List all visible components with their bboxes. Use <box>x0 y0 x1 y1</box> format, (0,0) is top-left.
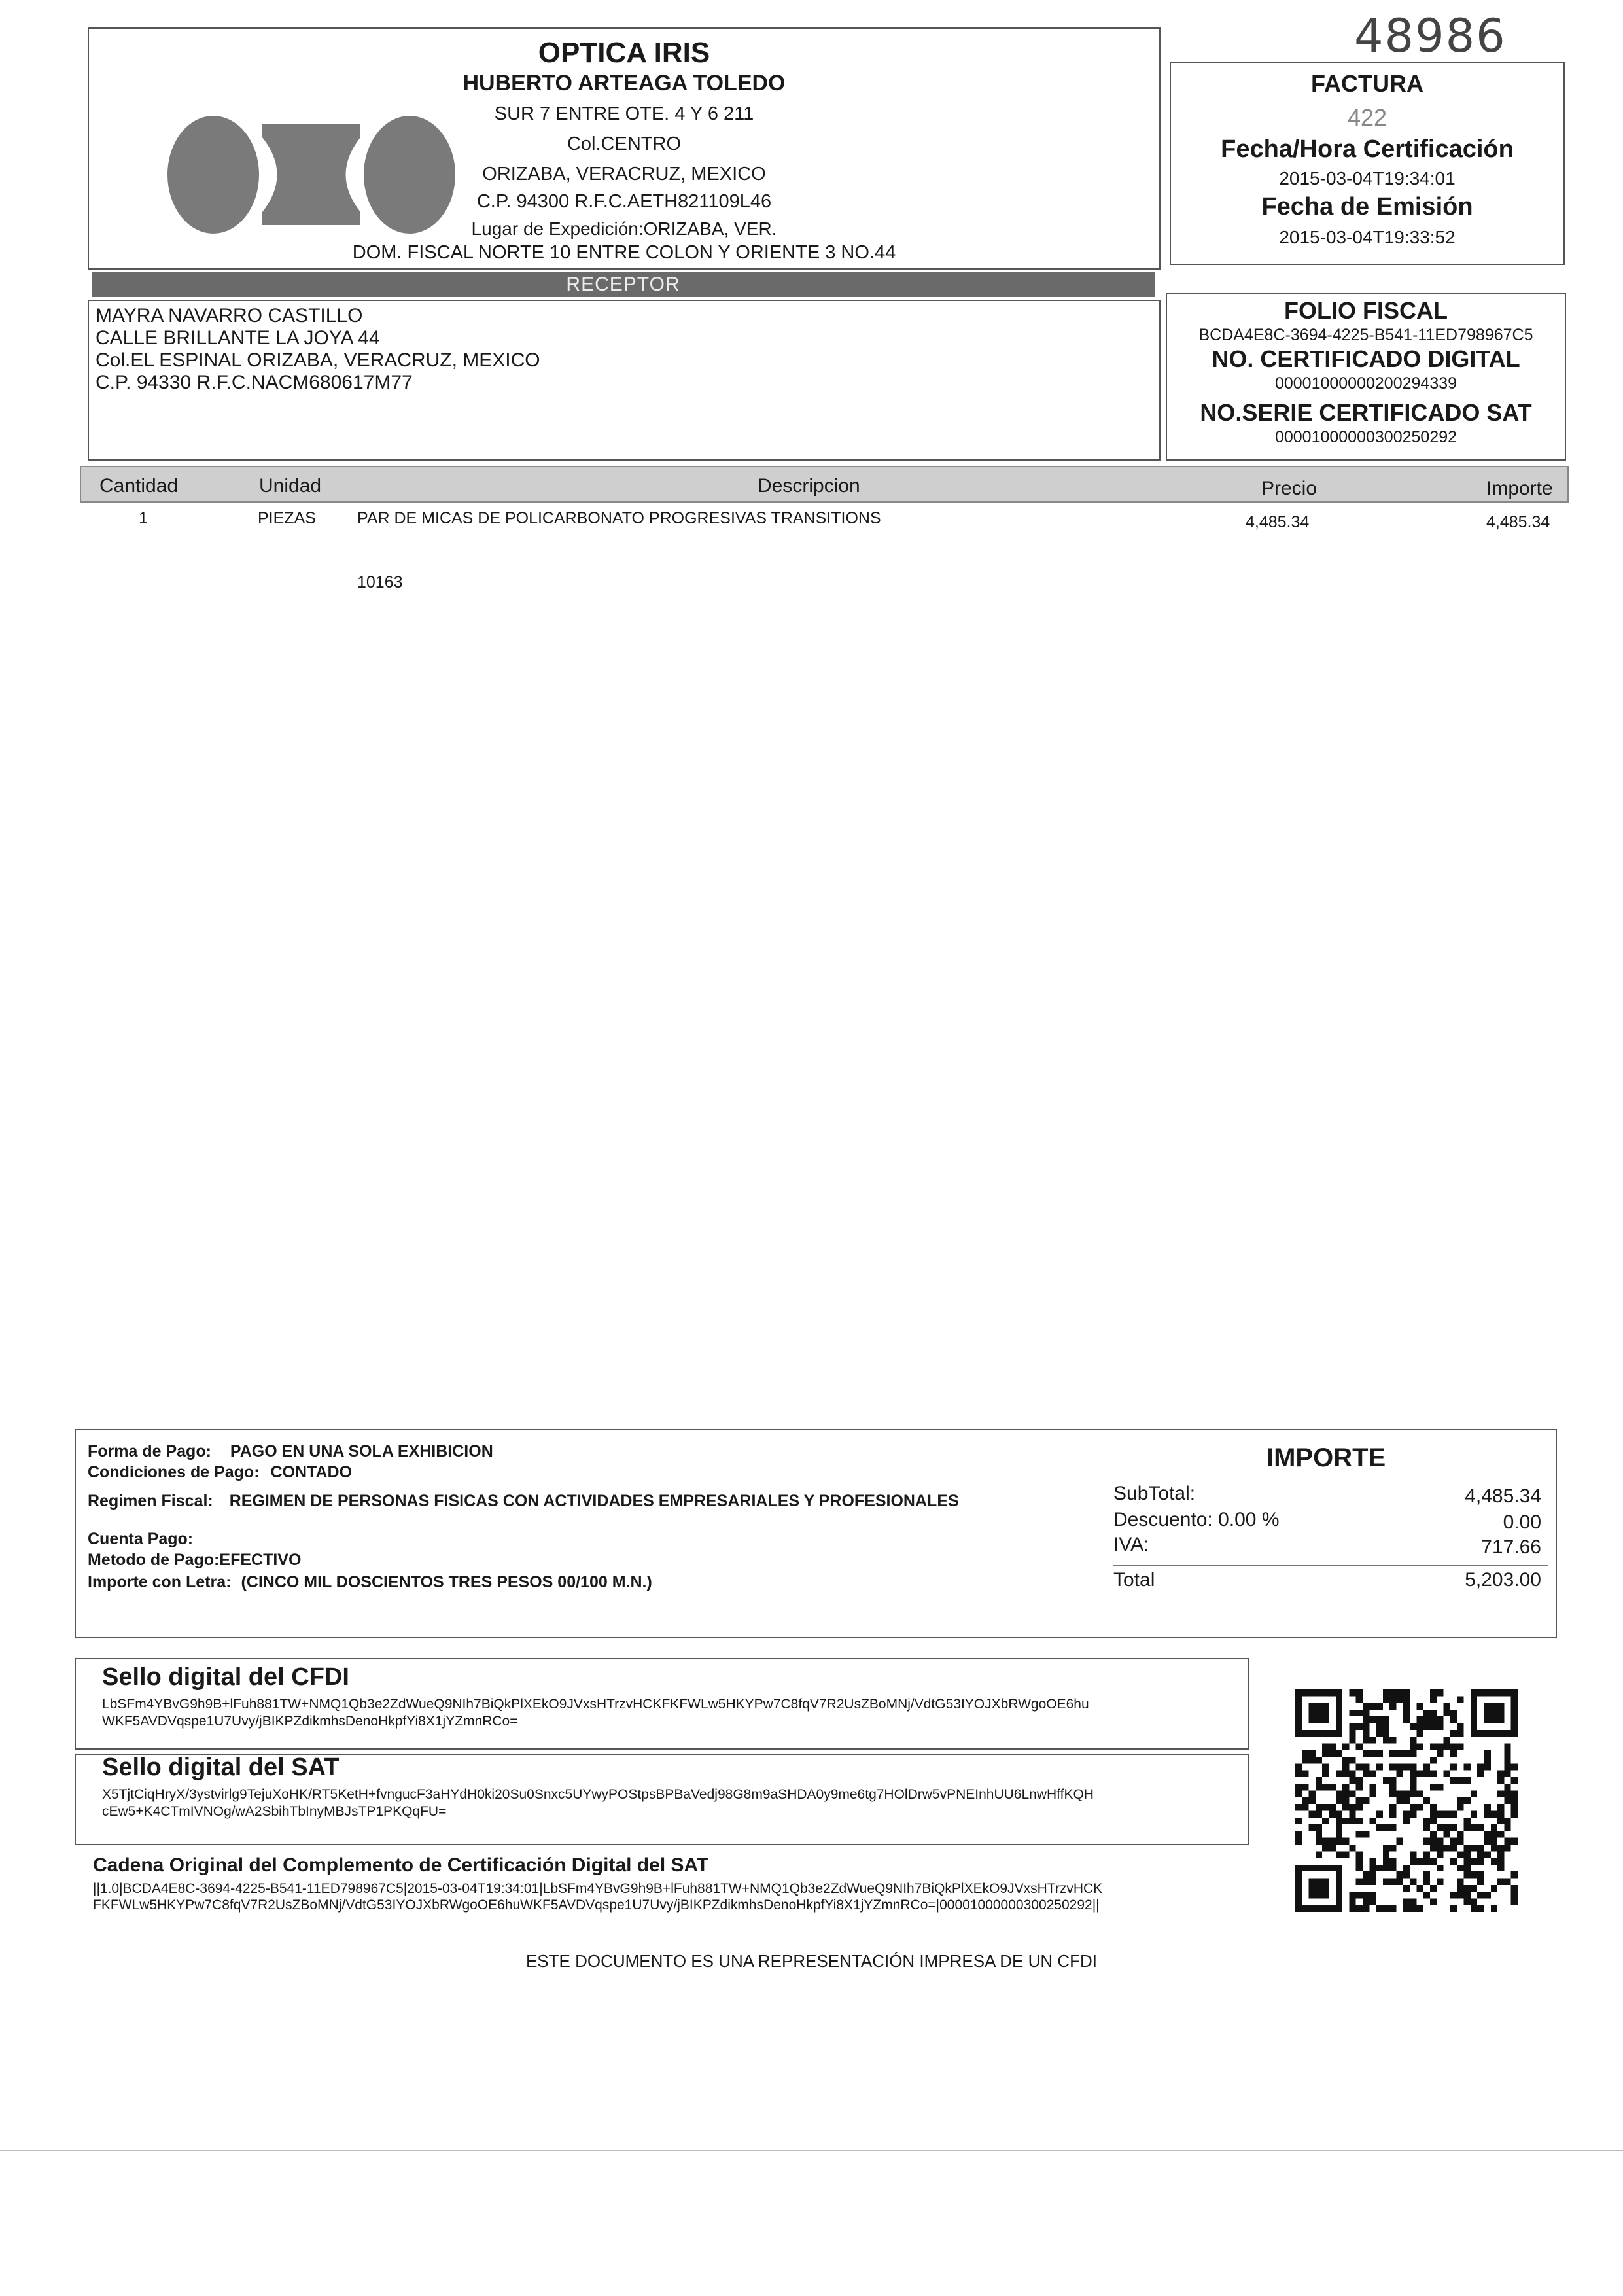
item-note: 10163 <box>357 573 403 592</box>
folio-value: BCDA4E8C-3694-4225-B541-11ED798967C5 <box>1198 326 1533 344</box>
totals-divider <box>1113 1565 1548 1566</box>
regimen-value: REGIMEN DE PERSONAS FISICAS CON ACTIVIDADES EMPRESARIALES Y PROFESIONALES <box>229 1492 959 1510</box>
receptor-colonia: Col.EL ESPINAL ORIZABA, VERACRUZ, MEXICO <box>96 349 540 371</box>
emision-date-label: Fecha de Emisión <box>1261 193 1473 221</box>
handwritten-invoice-number: 48986 <box>1354 9 1507 63</box>
sello-sat-line2: cEw5+K4CTmIVNOg/wA2SbihTbInyMBJsTP1PKQqFU= <box>102 1804 447 1819</box>
issuer-owner: HUBERTO ARTEAGA TOLEDO <box>462 71 786 96</box>
receptor-bar: RECEPTOR <box>92 272 1155 297</box>
sello-cfdi-line1: LbSFm4YBvG9h9B+lFuh881TW+NMQ1Qb3e2ZdWueQ9NIh7BiQkPlXEkO9JVxsHTrzvHCKFKFWLw5HKYPw7C8fqV7R2UsZBoMNj/VdtG53IYOJXbRWgoOE6hu <box>102 1697 1089 1712</box>
row-precio: 4,485.34 <box>1246 513 1310 531</box>
sello-sat-line1: X5TjtCiqHryX/3ystvirlg9TejuXoHK/RT5KetH+fvngucF3aHYdH0ki20Su0Snxc5UYwyPOStpsBPBaVedj98G8m9aSHDA0y9me6tg7HOlDrw5vPNEInhUU6LnwHffKQH <box>102 1787 1094 1802</box>
header-cantidad: Cantidad <box>99 475 179 497</box>
folio-fiscal-box <box>1166 293 1566 461</box>
total-label: Total <box>1113 1569 1155 1591</box>
cadena-original-text <box>93 1881 1244 1913</box>
issuer-name: OPTICA IRIS <box>538 37 710 69</box>
condiciones-label: Condiciones de Pago: <box>88 1463 260 1481</box>
cadena-line2: FKFWLw5HKYPw7C8fqV7R2UsZBoMNj/VdtG53IYOJXbRWgoOE6huWKF5AVDVqspe1U7Uvy/jBIKPZdikmhsDenoHkpfYi8X1jYZmnRCo=|00001000000300250292|| <box>93 1898 1100 1913</box>
issuer-address: SUR 7 ENTRE OTE. 4 Y 6 211 <box>494 103 754 124</box>
iva-value: 717.66 <box>1481 1536 1541 1558</box>
issuer-cp-rfc: C.P. 94300 R.F.C.AETH821109L46 <box>476 191 772 212</box>
cert-digital-value: 00001000000200294339 <box>1274 374 1457 393</box>
sat-cert-value: 00001000000300250292 <box>1274 428 1457 446</box>
total-value: 5,203.00 <box>1465 1569 1541 1591</box>
issuer-lugar-expedicion: Lugar de Expedición:ORIZABA, VER. <box>471 219 777 239</box>
issuer-dom-fiscal: DOM. FISCAL NORTE 10 ENTRE COLON Y ORIENTE 3 NO.44 <box>352 242 896 263</box>
metodo-value: EFECTIVO <box>219 1551 302 1569</box>
metodo-line <box>88 1551 301 1570</box>
row-unidad: PIEZAS <box>258 509 316 527</box>
subtotal-label: SubTotal: <box>1113 1483 1196 1504</box>
folio-label: FOLIO FISCAL <box>1284 297 1448 324</box>
factura-box <box>1170 62 1565 265</box>
sello-cfdi-line2: WKF5AVDVqspe1U7Uvy/jBIKPZdikmhsDenoHkpfYi8X1jYZmnRCo= <box>102 1714 518 1729</box>
descuento-value: 0.00 <box>1503 1511 1541 1533</box>
receptor-box <box>88 300 1161 461</box>
receptor-street: CALLE BRILLANTE LA JOYA 44 <box>96 327 380 349</box>
cert-date-value: 2015-03-04T19:34:01 <box>1279 168 1456 188</box>
subtotal-value: 4,485.34 <box>1465 1485 1541 1507</box>
factura-number: 422 <box>1347 104 1387 131</box>
regimen-line <box>88 1492 959 1511</box>
header-precio: Precio <box>1261 478 1318 499</box>
importe-letra-value: (CINCO MIL DOSCIENTOS TRES PESOS 00/100 M.N.) <box>241 1573 652 1591</box>
header-descripcion: Descripcion <box>758 475 860 497</box>
forma-pago-value: PAGO EN UNA SOLA EXHIBICION <box>230 1442 493 1460</box>
row-descripcion: PAR DE MICAS DE POLICARBONATO PROGRESIVAS TRANSITIONS <box>357 509 881 527</box>
forma-pago-line <box>88 1442 493 1461</box>
header-unidad: Unidad <box>259 475 322 497</box>
row-importe: 4,485.34 <box>1486 513 1550 531</box>
items-table-header <box>80 466 1569 503</box>
cuenta-pago-label: Cuenta Pago: <box>88 1530 194 1548</box>
sello-sat-title: Sello digital del SAT <box>102 1754 340 1781</box>
sat-cert-label: NO.SERIE CERTIFICADO SAT <box>1200 399 1532 426</box>
condiciones-value: CONTADO <box>270 1463 353 1481</box>
descuento-label: Descuento: 0.00 % <box>1113 1509 1280 1530</box>
forma-pago-label: Forma de Pago: <box>88 1442 211 1460</box>
regimen-label: Regimen Fiscal: <box>88 1492 213 1510</box>
table-row <box>80 509 1569 535</box>
cert-date-label: Fecha/Hora Certificación <box>1221 135 1514 163</box>
cadena-line1: ||1.0|BCDA4E8C-3694-4225-B541-11ED798967C5|2015-03-04T19:34:01|LbSFm4YBvG9h9B+lFuh881TW+NMQ1Qb3e2ZdWueQ9NIh7BiQkPlXEkO9JVxsHTrzvHCK <box>93 1881 1103 1896</box>
footer-note: ESTE DOCUMENTO ES UNA REPRESENTACIÓN IMPRESA DE UN CFDI <box>525 1951 1098 1971</box>
qr-code-icon <box>1295 1689 1518 1912</box>
cert-digital-label: NO. CERTIFICADO DIGITAL <box>1212 345 1520 372</box>
sello-cfdi-title: Sello digital del CFDI <box>102 1663 349 1691</box>
importe-title: IMPORTE <box>1266 1443 1386 1472</box>
sello-cfdi-box <box>75 1658 1249 1750</box>
factura-label: FACTURA <box>1311 70 1423 97</box>
header-importe: Importe <box>1486 478 1553 499</box>
metodo-label: Metodo de Pago: <box>88 1551 220 1569</box>
issuer-colonia: Col.CENTRO <box>567 133 681 154</box>
condiciones-line <box>88 1463 352 1482</box>
row-cantidad: 1 <box>139 509 148 527</box>
emision-date-value: 2015-03-04T19:33:52 <box>1279 227 1456 247</box>
receptor-cp-rfc: C.P. 94330 R.F.C.NACM680617M77 <box>96 372 413 393</box>
sello-sat-box <box>75 1754 1249 1845</box>
issuer-city: ORIZABA, VERACRUZ, MEXICO <box>482 164 766 185</box>
receptor-name: MAYRA NAVARRO CASTILLO <box>96 305 363 327</box>
importe-letra-line <box>88 1573 652 1592</box>
page-bottom-divider <box>0 2150 1623 2151</box>
iva-label: IVA: <box>1113 1534 1149 1555</box>
issuer-box <box>88 27 1161 270</box>
payment-totals-box <box>75 1429 1557 1638</box>
importe-letra-label: Importe con Letra: <box>88 1573 232 1591</box>
cadena-original-title: Cadena Original del Complemento de Certificación Digital del SAT <box>93 1854 709 1876</box>
